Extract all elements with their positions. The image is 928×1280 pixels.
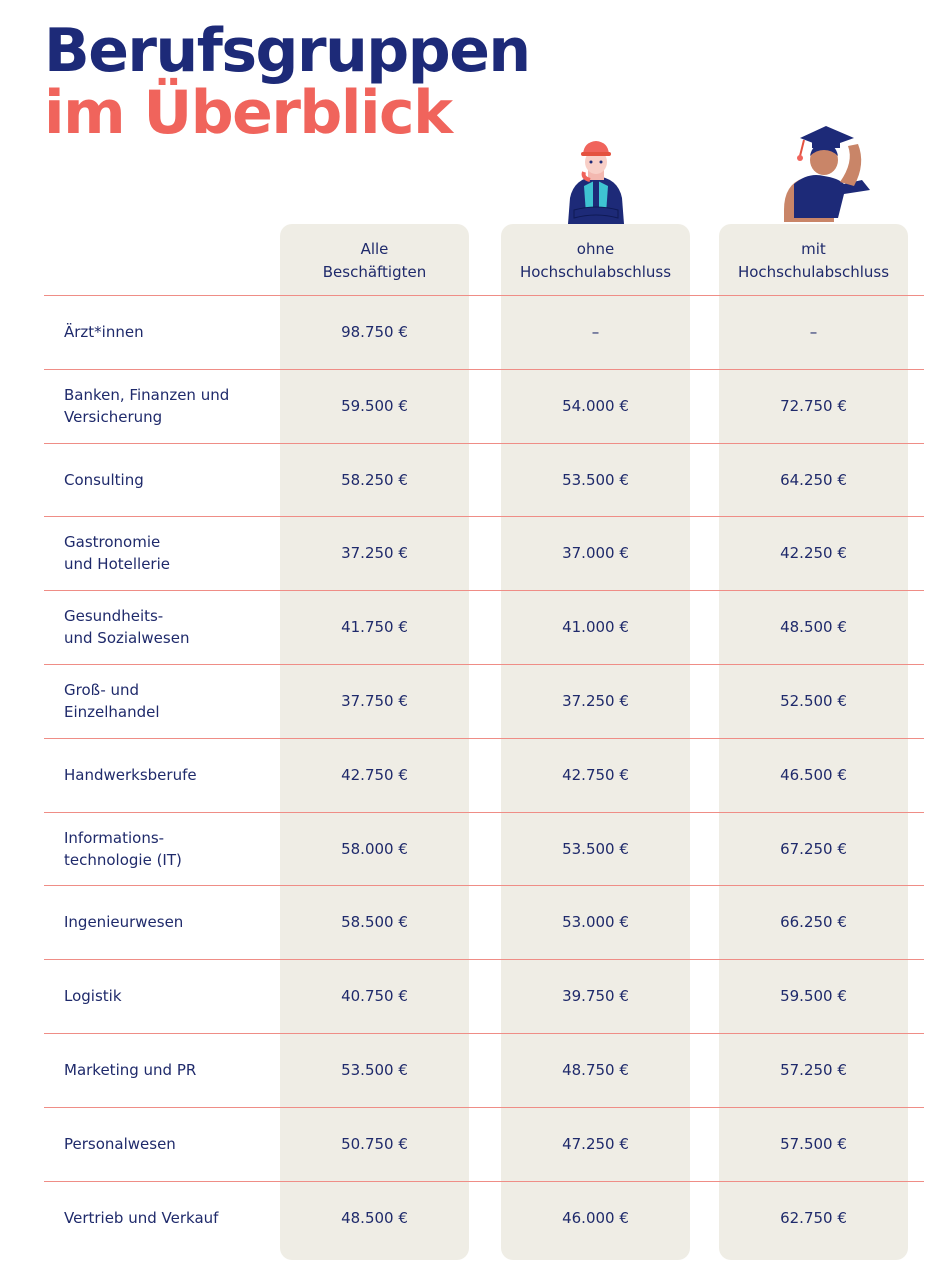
row-label-line: Einzelhandel	[64, 702, 160, 721]
column-header-with-degree: mit Hochschulabschluss	[737, 240, 890, 281]
row-label	[64, 369, 274, 442]
row-label	[64, 959, 274, 1032]
table-cell: –	[591, 322, 600, 341]
row-label	[64, 1033, 274, 1106]
row-label-line: Handwerksberufe	[64, 765, 197, 784]
table-cell: 53.500 €	[562, 470, 629, 489]
row-label-line: Groß- und	[64, 680, 140, 699]
table-cell: 58.500 €	[341, 912, 408, 931]
table-cell: 54.000 €	[562, 396, 629, 415]
page-title	[44, 16, 530, 148]
table-cell: 46.000 €	[562, 1208, 629, 1227]
table-cell: 37.750 €	[341, 691, 408, 710]
table-cell: 41.750 €	[341, 617, 408, 636]
graduate-with-cap-icon	[778, 122, 874, 230]
table-cell: 53.500 €	[341, 1060, 408, 1079]
table-cell: 40.750 €	[341, 986, 408, 1005]
row-label-line: und Sozialwesen	[64, 628, 190, 647]
table-cell: 58.250 €	[341, 470, 408, 489]
row-label-line: Gastronomie	[64, 532, 161, 551]
table-cell: 42.250 €	[780, 543, 847, 562]
table-cell: 48.500 €	[780, 617, 847, 636]
row-label	[64, 516, 274, 589]
table-cell: 37.000 €	[562, 543, 629, 562]
table-cell: 72.750 €	[780, 396, 847, 415]
table-cell: 48.500 €	[341, 1208, 408, 1227]
row-label-line: Ärzt*innen	[64, 322, 144, 341]
row-label-line: Gesundheits-	[64, 606, 164, 625]
table-cell: –	[809, 322, 818, 341]
table-cell: 62.750 €	[780, 1208, 847, 1227]
table-cell: 58.000 €	[341, 839, 408, 858]
table-cell: 41.000 €	[562, 617, 629, 636]
column-header-all: Alle Beschäftigten	[322, 240, 427, 281]
row-label-line: technologie (IT)	[64, 850, 182, 869]
row-label-line: Personalwesen	[64, 1134, 176, 1153]
table-cell: 66.250 €	[780, 912, 847, 931]
row-label	[64, 1181, 274, 1254]
row-label	[64, 590, 274, 663]
row-label-line: Consulting	[64, 470, 144, 489]
row-label-line: Ingenieurwesen	[64, 912, 184, 931]
table-cell: 59.500 €	[780, 986, 847, 1005]
table-cell: 67.250 €	[780, 839, 847, 858]
table-cell: 42.750 €	[562, 765, 629, 784]
row-label	[64, 738, 274, 811]
table-cell: 59.500 €	[341, 396, 408, 415]
row-label	[64, 885, 274, 958]
row-label	[64, 664, 274, 737]
row-label-line: und Hotellerie	[64, 554, 170, 573]
table-cell: 53.000 €	[562, 912, 629, 931]
title-line-1: Berufsgruppen	[44, 16, 530, 86]
table-cell: 57.500 €	[780, 1134, 847, 1153]
table-cell: 98.750 €	[341, 322, 408, 341]
table-cell: 46.500 €	[780, 765, 847, 784]
table-cell: 37.250 €	[341, 543, 408, 562]
table-cell: 52.500 €	[780, 691, 847, 710]
row-label	[64, 812, 274, 885]
table-cell: 48.750 €	[562, 1060, 629, 1079]
table-cell: 53.500 €	[562, 839, 629, 858]
row-label-line: Logistik	[64, 986, 122, 1005]
row-label-line: Versicherung	[64, 407, 163, 426]
row-label	[64, 443, 274, 516]
row-label	[64, 295, 274, 368]
table-cell: 64.250 €	[780, 470, 847, 489]
table-cell: 39.750 €	[562, 986, 629, 1005]
worker-with-hardhat-icon	[560, 138, 632, 226]
row-label-line: Vertrieb und Verkauf	[64, 1208, 219, 1227]
row-label	[64, 1107, 274, 1180]
table-cell: 47.250 €	[562, 1134, 629, 1153]
row-label-line: Informations-	[64, 828, 165, 847]
table-cell: 37.250 €	[562, 691, 629, 710]
row-label-line: Banken, Finanzen und	[64, 385, 230, 404]
table-cell: 42.750 €	[341, 765, 408, 784]
table-cell: 57.250 €	[780, 1060, 847, 1079]
table-cell: 50.750 €	[341, 1134, 408, 1153]
title-line-2: im Überblick	[44, 78, 452, 148]
column-header-without-degree: ohne Hochschulabschluss	[519, 240, 672, 281]
row-label-line: Marketing und PR	[64, 1060, 197, 1079]
